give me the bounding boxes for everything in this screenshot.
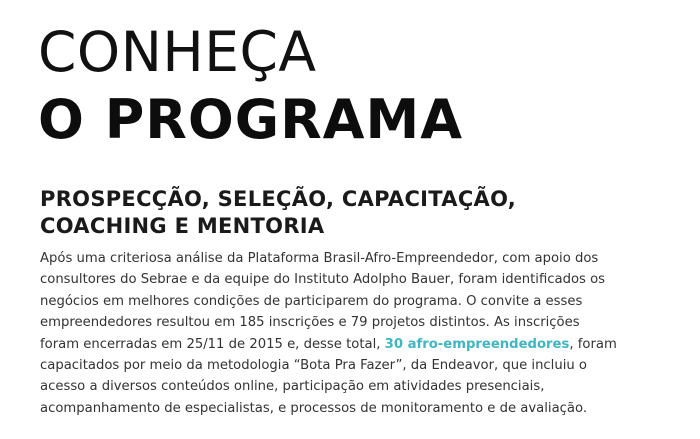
body-text-segment: , foram <box>569 336 617 352</box>
body-line: Após uma criteriosa análise da Plataforma Brasil-Afro-Empreendedor, com apoio dos <box>40 251 599 266</box>
page-title-light: CONHEÇA <box>38 20 317 84</box>
body-text-segment: foram encerradas em 25/11 de 2015 e, desse total, <box>40 336 385 352</box>
subtitle-line-1: PROSPECÇÃO, SELEÇÃO, CAPACITAÇÃO, <box>40 187 517 211</box>
body-line: consultores do Sebrae e da equipe do Instituto Adolpho Bauer, foram identificados os <box>40 272 606 288</box>
highlight-count: 30 afro-empreendedores <box>384 336 570 352</box>
body-line: acesso a diversos conteúdos online, participação em atividades presenciais, <box>40 379 545 395</box>
page-title-bold: O PROGRAMA <box>38 88 463 151</box>
subtitle-line-2: COACHING E MENTORIA <box>40 214 325 238</box>
body-line: acompanhamento de especialistas, e processos de monitoramento e de avaliação. <box>40 400 588 416</box>
body-paragraph <box>40 248 680 419</box>
body-line: capacitados por meio da metodologia “Bota Pra Fazer”, da Endeavor, que incluiu o <box>40 358 587 374</box>
body-line: negócios em melhores condições de participarem do programa. O convite a esses <box>40 293 583 309</box>
body-line: empreendedores resultou em 185 inscrições e 79 projetos distintos. As inscrições <box>40 315 580 331</box>
section-subtitle <box>40 186 680 240</box>
body-line-with-highlight <box>40 334 680 355</box>
